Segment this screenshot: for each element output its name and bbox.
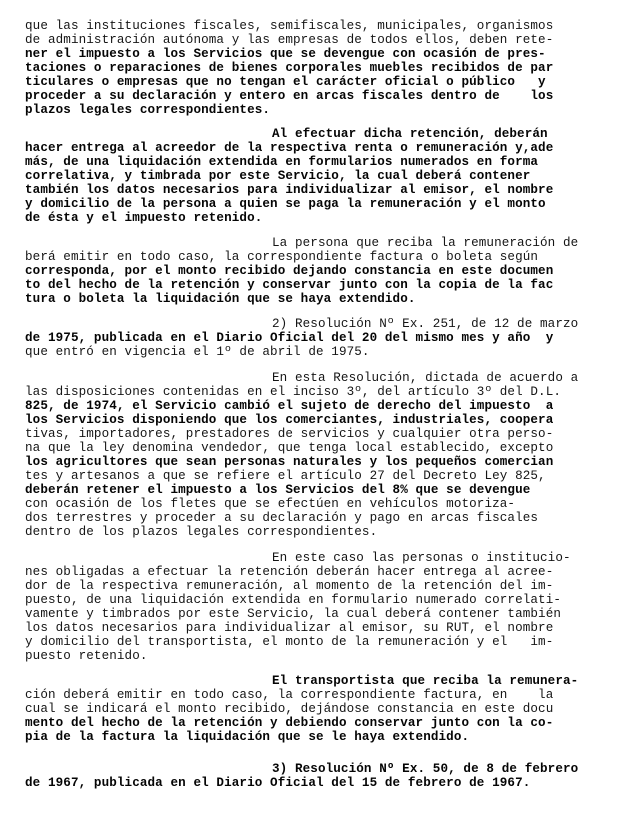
text-line: plazos legales correspondientes.	[25, 103, 271, 117]
text-line: y domicilio del transportista, el monto de la remuneración y el im-	[25, 635, 554, 649]
text-line: taciones o reparaciones de bienes corporales muebles recibidos de par	[25, 61, 554, 75]
text-line: tes y artesanos a que se refiere el artículo 27 del Decreto Ley 825,	[25, 469, 546, 483]
text-line: puesto retenido.	[25, 649, 148, 663]
text-line: ción deberá emitir en todo caso, la correspondiente factura, en la	[25, 688, 554, 702]
text-line: los Servicios disponiendo que los comerciantes, industriales, coopera	[25, 413, 554, 427]
text-line: dos terrestres y proceder a su declaración y pago en arcas fiscales	[25, 511, 539, 525]
text-line: y domicilio de la persona a quien se paga la remuneración y el monto	[25, 197, 546, 211]
text-line: ticulares o empresas que no tengan el carácter oficial o público y	[25, 75, 546, 89]
text-line: tivas, importadores, prestadores de servicios y cualquier otra perso-	[25, 427, 554, 441]
text-line: hacer entrega al acreedor de la respectiva renta o remuneración y,ade	[25, 141, 554, 155]
text-line: las disposiciones contenidas en el inciso 3º, del artículo 3º del D.L.	[25, 385, 562, 399]
text-line: 2) Resolución Nº Ex. 251, de 12 de marzo	[272, 317, 579, 331]
text-line: nes obligadas a efectuar la retención deberán hacer entrega al acree-	[25, 565, 554, 579]
text-line: 825, de 1974, el Servicio cambió el sujeto de derecho del impuesto a	[25, 399, 554, 413]
text-line: tura o boleta la liquidación que se haya extendido.	[25, 292, 416, 306]
text-line: también los datos necesarios para individualizar al emisor, el nombre	[25, 183, 554, 197]
text-line: corresponda, por el monto recibido dejando constancia en este documen	[25, 264, 554, 278]
text-line: deberán retener el impuesto a los Servicios del 8% que se devengue	[25, 483, 531, 497]
text-line: to del hecho de la retención y conservar junto con la copia de la fac	[25, 278, 554, 292]
text-line: proceder a su declaración y entero en arcas fiscales dentro de los	[25, 89, 554, 103]
text-line: En este caso las personas o institucio-	[272, 551, 571, 565]
text-line: puesto, de una liquidación extendida en formulario numerado correlati-	[25, 593, 562, 607]
text-line: En esta Resolución, dictada de acuerdo a	[272, 371, 579, 385]
text-line: La persona que reciba la remuneración de	[272, 236, 579, 250]
text-line: que entró en vigencia el 1º de abril de 1975.	[25, 345, 370, 359]
text-line: de ésta y el impuesto retenido.	[25, 211, 263, 225]
text-line: El transportista que reciba la remunera-	[272, 674, 579, 688]
text-line: los agricultores que sean personas naturales y los pequeños comercian	[25, 455, 554, 469]
text-line: que las instituciones fiscales, semifiscales, municipales, organismos	[25, 19, 554, 33]
text-line: de 1975, publicada en el Diario Oficial del 20 del mismo mes y año y	[25, 331, 554, 345]
text-line: Al efectuar dicha retención, deberán	[272, 127, 548, 141]
text-line: berá emitir en todo caso, la correspondiente factura o boleta según	[25, 250, 539, 264]
text-line: más, de una liquidación extendida en formularios numerados en forma	[25, 155, 539, 169]
text-line: de administración autónoma y las empresas de todos ellos, deben rete-	[25, 33, 554, 47]
text-line: vamente y timbrados por este Servicio, la cual deberá contener también	[25, 607, 562, 621]
text-line: ner el impuesto a los Servicios que se devengue con ocasión de pres-	[25, 47, 546, 61]
text-line: pia de la factura la liquidación que se le haya extendido.	[25, 730, 470, 744]
text-line: 3) Resolución Nº Ex. 50, de 8 de febrero	[272, 762, 579, 776]
text-line: dentro de los plazos legales correspondientes.	[25, 525, 378, 539]
text-line: mento del hecho de la retención y debiendo conservar junto con la co-	[25, 716, 554, 730]
text-line: cual se indicará el monto recibido, dejándose constancia en este docu	[25, 702, 554, 716]
text-line: na que la ley denomina vendedor, que tenga local establecido, excepto	[25, 441, 554, 455]
text-line: los datos necesarios para individualizar al emisor, su RUT, el nombre	[25, 621, 554, 635]
text-line: dor de la respectiva remuneración, al momento de la retención del im-	[25, 579, 554, 593]
text-line: con ocasión de los fletes que se efectúen en vehículos motoriza-	[25, 497, 516, 511]
text-line: correlativa, y timbrada por este Servicio, la cual deberá contener	[25, 169, 531, 183]
text-line: de 1967, publicada en el Diario Oficial del 15 de febrero de 1967.	[25, 776, 531, 790]
